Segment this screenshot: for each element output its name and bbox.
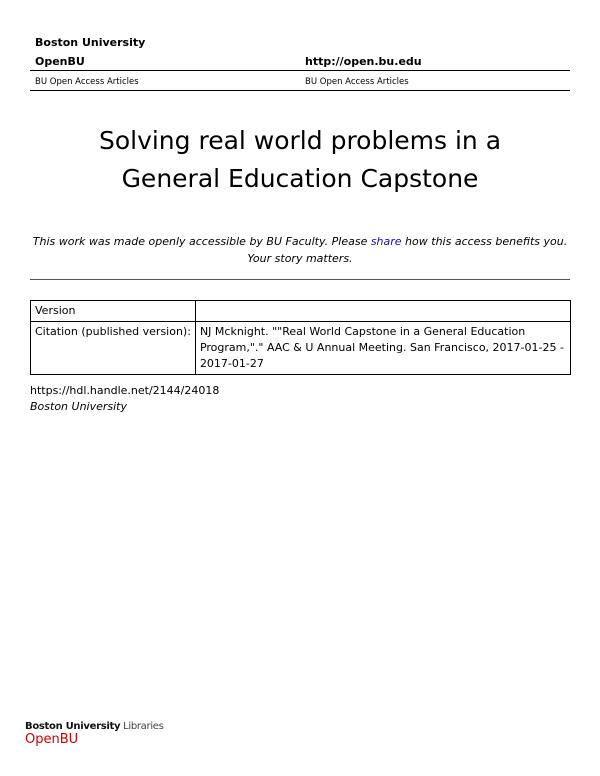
access-note-before: This work was made openly accessible by BU Faculty. Please	[32, 235, 371, 248]
title-line-2: General Education Capstone	[121, 164, 479, 193]
metadata-value	[195, 301, 570, 322]
table-row	[31, 322, 571, 375]
header-row	[35, 55, 570, 68]
table-row	[31, 301, 571, 322]
metadata-key: Version	[31, 301, 196, 322]
metadata-key: Citation (published version):	[31, 322, 196, 375]
repository-url-link[interactable]: http://open.bu.edu	[305, 55, 422, 68]
access-note-after: how this access benefits you.	[401, 235, 568, 248]
collection-divider	[30, 90, 570, 91]
handle-link[interactable]: https://hdl.handle.net/2144/24018	[30, 384, 220, 397]
metadata-value: NJ Mcknight. ""Real World Capstone in a General Education Program,"." AAC & U Annual Meeting. San Francisco, 2017-01-25 - 2017-01-27	[195, 322, 570, 375]
collection-left: BU Open Access Articles	[35, 77, 139, 87]
access-note	[0, 233, 600, 267]
title-line-1: Solving real world problems in a	[98, 126, 502, 155]
share-link[interactable]: share	[370, 235, 402, 248]
access-note-line2: Your story matters.	[247, 252, 353, 265]
institution-name: Boston University	[35, 36, 146, 49]
metadata-table	[30, 300, 571, 375]
logo-line1-rest: Libraries	[120, 721, 164, 732]
collection-row	[35, 77, 570, 87]
section-divider	[30, 279, 570, 280]
document-title	[0, 122, 600, 198]
collection-right: BU Open Access Articles	[305, 77, 409, 87]
repository-name: OpenBU	[35, 55, 85, 68]
header-divider	[30, 70, 570, 71]
logo-line1-bold: Boston University	[25, 721, 121, 732]
university-name: Boston University	[30, 400, 128, 413]
logo-line2: OpenBU	[25, 732, 79, 747]
bu-libraries-logo	[25, 721, 164, 747]
